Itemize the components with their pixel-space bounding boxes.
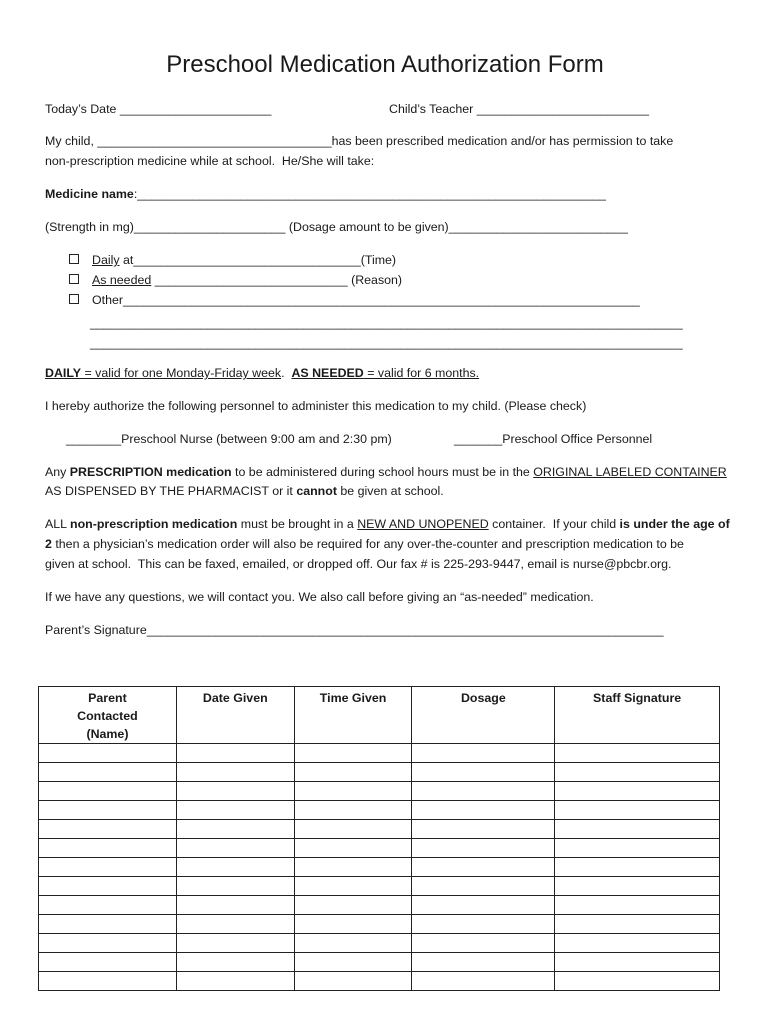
- table-cell[interactable]: [412, 839, 555, 858]
- table-row: [39, 820, 720, 839]
- text: container. If your child: [488, 517, 620, 531]
- table-row: [39, 953, 720, 972]
- table-row: [39, 972, 720, 991]
- table-cell[interactable]: [555, 858, 720, 877]
- table-cell[interactable]: [176, 877, 294, 896]
- table-cell[interactable]: [176, 896, 294, 915]
- table-cell[interactable]: [412, 763, 555, 782]
- authorize-statement: I hereby authorize the following personnel to administer this medication to my child. (Please check): [45, 399, 587, 413]
- table-cell[interactable]: [176, 953, 294, 972]
- table-row: [39, 801, 720, 820]
- as-needed-validity: = valid for 6 months.: [363, 366, 480, 380]
- table-cell[interactable]: [39, 744, 177, 763]
- table-row: [39, 877, 720, 896]
- new-unopened-term: NEW AND UNOPENED: [357, 517, 489, 531]
- text: to be administered during school hours must be in the: [231, 465, 534, 479]
- table-cell[interactable]: [412, 896, 555, 915]
- as-needed-reason-blank[interactable]: ____________________________ (Reason): [151, 273, 403, 287]
- header-time-given: Time Given: [294, 687, 412, 744]
- table-cell[interactable]: [412, 972, 555, 991]
- table-cell[interactable]: [39, 858, 177, 877]
- table-cell[interactable]: [412, 934, 555, 953]
- table-cell[interactable]: [39, 820, 177, 839]
- table-cell[interactable]: [555, 896, 720, 915]
- other-blank[interactable]: Other___________________________________________________________________________: [92, 293, 640, 307]
- daily-option[interactable]: [69, 252, 396, 268]
- table-cell[interactable]: [412, 801, 555, 820]
- prescription-term: PRESCRIPTION medication: [69, 465, 232, 479]
- childs-teacher-field[interactable]: Child’s Teacher _________________________: [389, 102, 649, 116]
- header-staff-signature: Staff Signature: [555, 687, 720, 744]
- page-title: Preschool Medication Authorization Form: [166, 51, 604, 78]
- table-row: [39, 744, 720, 763]
- nonprescription-term: non-prescription medication: [70, 517, 238, 531]
- table-cell[interactable]: [555, 744, 720, 763]
- table-row: [39, 858, 720, 877]
- table-cell[interactable]: [176, 858, 294, 877]
- table-cell[interactable]: [555, 820, 720, 839]
- other-blank-line-2[interactable]: ______________________________________________________________________________________: [90, 336, 683, 350]
- table-row: [39, 915, 720, 934]
- table-cell[interactable]: [412, 744, 555, 763]
- table-cell[interactable]: [294, 801, 412, 820]
- nonprescription-line-2: [45, 536, 684, 552]
- table-cell[interactable]: [555, 801, 720, 820]
- text: must be brought in a: [237, 517, 358, 531]
- age-number: 2: [45, 537, 52, 551]
- nonprescription-line-3: given at school. This can be faxed, emailed, or dropped off. Our fax # is 225-293-9447, email is nurse@pbcbr.org.: [45, 557, 672, 571]
- intro-line-1[interactable]: My child, __________________________________has been prescribed medication and/or has permission to take: [45, 134, 674, 148]
- table-row: [39, 839, 720, 858]
- other-option[interactable]: [69, 292, 640, 308]
- table-cell[interactable]: [39, 801, 177, 820]
- header-dosage: Dosage: [412, 687, 555, 744]
- table-cell[interactable]: [176, 782, 294, 801]
- table-row: [39, 782, 720, 801]
- table-cell[interactable]: [294, 934, 412, 953]
- table-cell[interactable]: [294, 820, 412, 839]
- daily-time-blank[interactable]: at_________________________________(Time): [119, 253, 397, 267]
- table-cell[interactable]: [555, 934, 720, 953]
- questions-statement: If we have any questions, we will contact you. We also call before giving an “as-needed” medication.: [45, 590, 594, 604]
- header-date-given: Date Given: [176, 687, 294, 744]
- table-cell[interactable]: [412, 858, 555, 877]
- daily-term: DAILY: [45, 366, 82, 380]
- cannot-term: cannot: [296, 484, 337, 498]
- table-cell[interactable]: [176, 763, 294, 782]
- text: be given at school.: [336, 484, 444, 498]
- strength-dosage-line[interactable]: (Strength in mg)______________________ (Dosage amount to be given)__________________________: [45, 220, 628, 234]
- daily-validity: = valid for one Monday-Friday week: [81, 366, 282, 380]
- medicine-name-label: Medicine name: [45, 187, 134, 201]
- medicine-name-field[interactable]: [45, 186, 606, 202]
- table-cell[interactable]: [555, 782, 720, 801]
- table-cell[interactable]: [555, 972, 720, 991]
- table-cell[interactable]: [176, 915, 294, 934]
- table-cell[interactable]: [176, 820, 294, 839]
- todays-date-field[interactable]: Today’s Date ______________________: [45, 102, 272, 116]
- table-cell[interactable]: [176, 934, 294, 953]
- table-cell[interactable]: [294, 744, 412, 763]
- table-row: [39, 934, 720, 953]
- as-needed-term: AS NEEDED: [291, 366, 364, 380]
- table-body: [39, 744, 720, 991]
- table-cell[interactable]: [39, 877, 177, 896]
- table-cell[interactable]: [39, 953, 177, 972]
- prescription-line-2: [45, 483, 444, 499]
- table-cell[interactable]: [412, 820, 555, 839]
- table-cell[interactable]: [555, 763, 720, 782]
- table-cell[interactable]: [176, 972, 294, 991]
- table-cell[interactable]: [39, 839, 177, 858]
- table-cell[interactable]: [412, 877, 555, 896]
- table-cell[interactable]: [176, 839, 294, 858]
- other-blank-line-1[interactable]: ______________________________________________________________________________________: [90, 316, 683, 330]
- validity-note: [45, 365, 479, 381]
- header-parent-contacted: Parent Contacted (Name): [39, 687, 177, 744]
- other-checkbox[interactable]: [69, 294, 79, 304]
- table-cell[interactable]: [555, 953, 720, 972]
- table-cell[interactable]: [294, 858, 412, 877]
- table-cell[interactable]: [176, 801, 294, 820]
- as-needed-checkbox[interactable]: [69, 274, 79, 284]
- age-term: is under the age of: [619, 517, 730, 531]
- table-cell[interactable]: [39, 782, 177, 801]
- table-cell[interactable]: [39, 896, 177, 915]
- table-cell[interactable]: [294, 839, 412, 858]
- prescription-line-1: [45, 464, 727, 480]
- table-cell[interactable]: [294, 782, 412, 801]
- preschool-nurse-option[interactable]: ________Preschool Nurse (between 9:00 am and 2:30 pm): [66, 432, 392, 446]
- table-cell[interactable]: [39, 763, 177, 782]
- table-row: [39, 763, 720, 782]
- table-cell[interactable]: [39, 915, 177, 934]
- table-cell[interactable]: [294, 972, 412, 991]
- parent-signature-field[interactable]: Parent’s Signature___________________________________________________________________________: [45, 623, 664, 637]
- intro-line-2: non-prescription medicine while at school. He/She will take:: [45, 154, 375, 168]
- table-cell[interactable]: [412, 953, 555, 972]
- table-row: [39, 896, 720, 915]
- validity-separator: .: [281, 366, 292, 380]
- text: ALL: [45, 517, 71, 531]
- table-cell[interactable]: [176, 744, 294, 763]
- medicine-name-blank[interactable]: :____________________________________________________________________: [133, 187, 606, 201]
- text: Any: [45, 465, 70, 479]
- table-header-row: [39, 687, 720, 744]
- table-cell[interactable]: [412, 915, 555, 934]
- table-cell[interactable]: [39, 972, 177, 991]
- daily-checkbox[interactable]: [69, 254, 79, 264]
- text: AS DISPENSED BY THE PHARMACIST or it: [45, 484, 297, 498]
- table-cell[interactable]: [294, 953, 412, 972]
- daily-label: Daily: [92, 253, 120, 267]
- table-cell[interactable]: [412, 782, 555, 801]
- table-cell[interactable]: [294, 763, 412, 782]
- nonprescription-line-1: [45, 516, 730, 532]
- table-cell[interactable]: [555, 877, 720, 896]
- medication-log-table: [38, 686, 720, 991]
- table-cell[interactable]: [555, 839, 720, 858]
- text: then a physician’s medication order will also be required for any over-the-counter and prescription medication to be: [51, 537, 684, 551]
- table-cell[interactable]: [294, 915, 412, 934]
- office-personnel-option[interactable]: _______Preschool Office Personnel: [454, 432, 653, 446]
- original-container-term: ORIGINAL LABELED CONTAINER: [533, 465, 727, 479]
- table-cell[interactable]: [294, 877, 412, 896]
- as-needed-label: As needed: [92, 273, 152, 287]
- table-cell[interactable]: [555, 915, 720, 934]
- table-cell[interactable]: [294, 896, 412, 915]
- table-cell[interactable]: [39, 934, 177, 953]
- as-needed-option[interactable]: [69, 272, 402, 288]
